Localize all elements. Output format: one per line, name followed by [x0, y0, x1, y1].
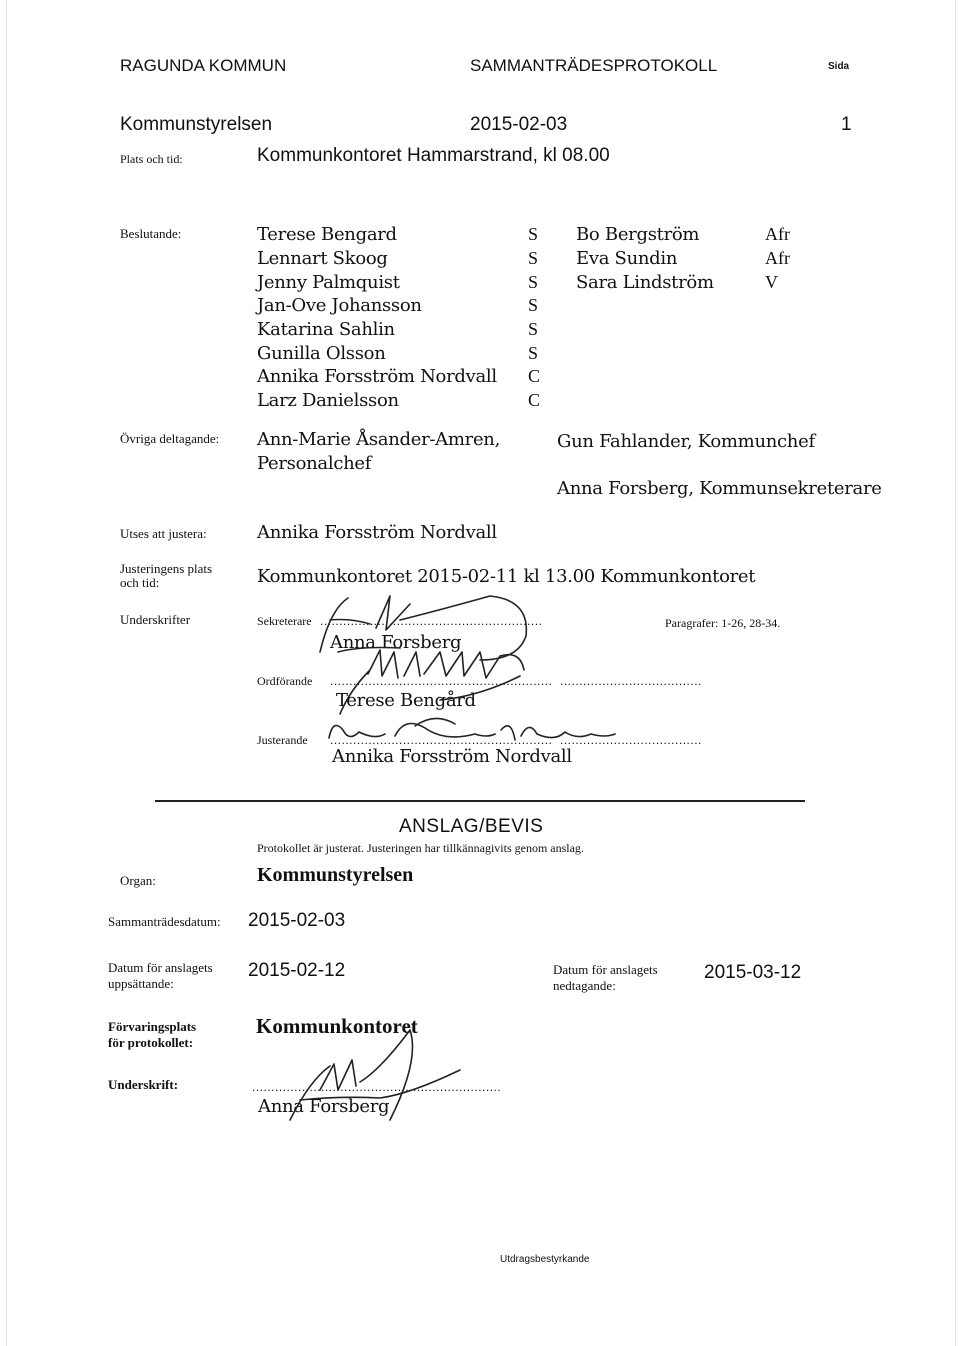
page-number: 1 [841, 114, 852, 135]
organ-label: Organ: [120, 873, 156, 888]
member-name: Bo Bergström [576, 224, 700, 245]
removed-value: 2015-03-12 [704, 962, 802, 983]
notice-title: ANSLAG/BEVIS [399, 816, 544, 837]
member-party: S [528, 224, 539, 244]
posted-value: 2015-02-12 [248, 960, 346, 981]
storage-value: Kommunkontoret [256, 1014, 418, 1038]
chair-name: Terese Bengård [336, 690, 476, 711]
signature-label: Underskrift: [108, 1077, 179, 1092]
section-divider [155, 800, 805, 802]
adjust-place-label-line2: och tid: [120, 575, 160, 590]
adjuster-sign-name: Annika Forsström Nordvall [332, 746, 572, 767]
removed-label [553, 962, 658, 994]
member-party: Afr [765, 248, 790, 268]
doc-type: SAMMANTRÄDESPROTOKOLL [470, 56, 718, 75]
scan-edge-left [6, 0, 7, 1346]
removed-label-line1: Datum för anslagets [553, 962, 658, 977]
storage-label-line2: för protokollet: [108, 1035, 194, 1050]
place-value: Kommunkontoret Hammarstrand, kl 08.00 [257, 145, 610, 166]
member-party: S [528, 319, 539, 339]
member-name: Jan-Ove Johansson [257, 295, 422, 316]
other-participant: Ann-Marie Åsander-Amren, [257, 429, 501, 450]
adjuster-label: Utses att justera: [120, 526, 207, 541]
adjuster-signature-line-extra: ..................................... [560, 733, 702, 747]
member-name: Terese Bengard [257, 224, 397, 245]
meeting-date-value: 2015-02-03 [248, 910, 346, 931]
paragraphs: Paragrafer: 1-26, 28-34. [665, 616, 781, 630]
footer-certification: Utdragsbestyrkande [500, 1254, 590, 1265]
notice-signature-name: Anna Forsberg [258, 1096, 390, 1117]
member-name: Gunilla Olsson [257, 343, 386, 364]
other-participant: Gun Fahlander, Kommunchef [557, 431, 815, 452]
page-label: Sida [828, 61, 850, 72]
secretary-label: Sekreterare [257, 614, 312, 628]
place-label: Plats och tid: [120, 152, 183, 166]
member-name: Sara Lindström [576, 272, 714, 293]
member-party: Afr [765, 224, 790, 244]
notice-signature [260, 1020, 500, 1130]
adjust-place-label-line1: Justeringens plats [120, 561, 213, 576]
signatures-label: Underskrifter [120, 612, 191, 627]
member-name: Katarina Sahlin [257, 319, 395, 340]
meeting-date-label: Sammanträdesdatum: [108, 914, 221, 929]
decision-makers-label: Beslutande: [120, 226, 182, 241]
others-label: Övriga deltagande: [120, 431, 220, 446]
adjuster-signature [315, 712, 645, 752]
member-name: Lennart Skoog [257, 248, 388, 269]
member-name: Eva Sundin [576, 248, 678, 269]
committee-name: Kommunstyrelsen [120, 114, 273, 135]
storage-label-line1: Förvaringsplats [108, 1019, 197, 1034]
adjuster-sign-label: Justerande [257, 733, 308, 747]
secretary-name: Anna Forsberg [330, 632, 462, 653]
secretary-signature-line: .......................................................... [320, 614, 543, 628]
meeting-date: 2015-02-03 [470, 114, 568, 135]
member-party: S [528, 272, 539, 292]
adjust-place-label [120, 562, 212, 590]
notice-subtitle: Protokollet är justerat. Justeringen har tillkännagivits genom anslag. [257, 841, 584, 855]
member-party: S [528, 248, 539, 268]
member-party: C [528, 366, 541, 386]
adjuster-signature-line: .......................................................... [330, 733, 553, 747]
removed-label-line2: nedtagande: [553, 978, 616, 993]
member-party: C [528, 390, 541, 410]
adjuster-value: Annika Forsström Nordvall [257, 522, 497, 543]
chair-signature [320, 640, 560, 720]
notice-signature-line: ................................................................. [252, 1080, 502, 1094]
member-name: Larz Danielsson [257, 390, 399, 411]
org-name: RAGUNDA KOMMUN [120, 56, 287, 75]
organ-value: Kommunstyrelsen [257, 864, 414, 886]
member-party: S [528, 295, 539, 315]
chair-signature-line: .......................................................... [330, 674, 553, 688]
member-party: S [528, 343, 539, 363]
posted-label [108, 960, 213, 992]
chair-label: Ordförande [257, 674, 313, 688]
member-name: Annika Forsström Nordvall [257, 366, 497, 387]
other-participant-role: Personalchef [257, 453, 372, 474]
other-participant: Anna Forsberg, Kommunsekreterare [557, 478, 882, 499]
member-party: V [765, 272, 778, 292]
posted-label-line1: Datum för anslagets [108, 960, 213, 975]
member-name: Jenny Palmquist [257, 272, 400, 293]
posted-label-line2: uppsättande: [108, 976, 174, 991]
chair-signature-line-extra: ..................................... [560, 674, 702, 688]
storage-label [108, 1019, 196, 1051]
adjust-place-value: Kommunkontoret 2015-02-11 kl 13.00 Kommunkontoret [257, 566, 756, 587]
scan-edge-right [955, 0, 956, 1346]
